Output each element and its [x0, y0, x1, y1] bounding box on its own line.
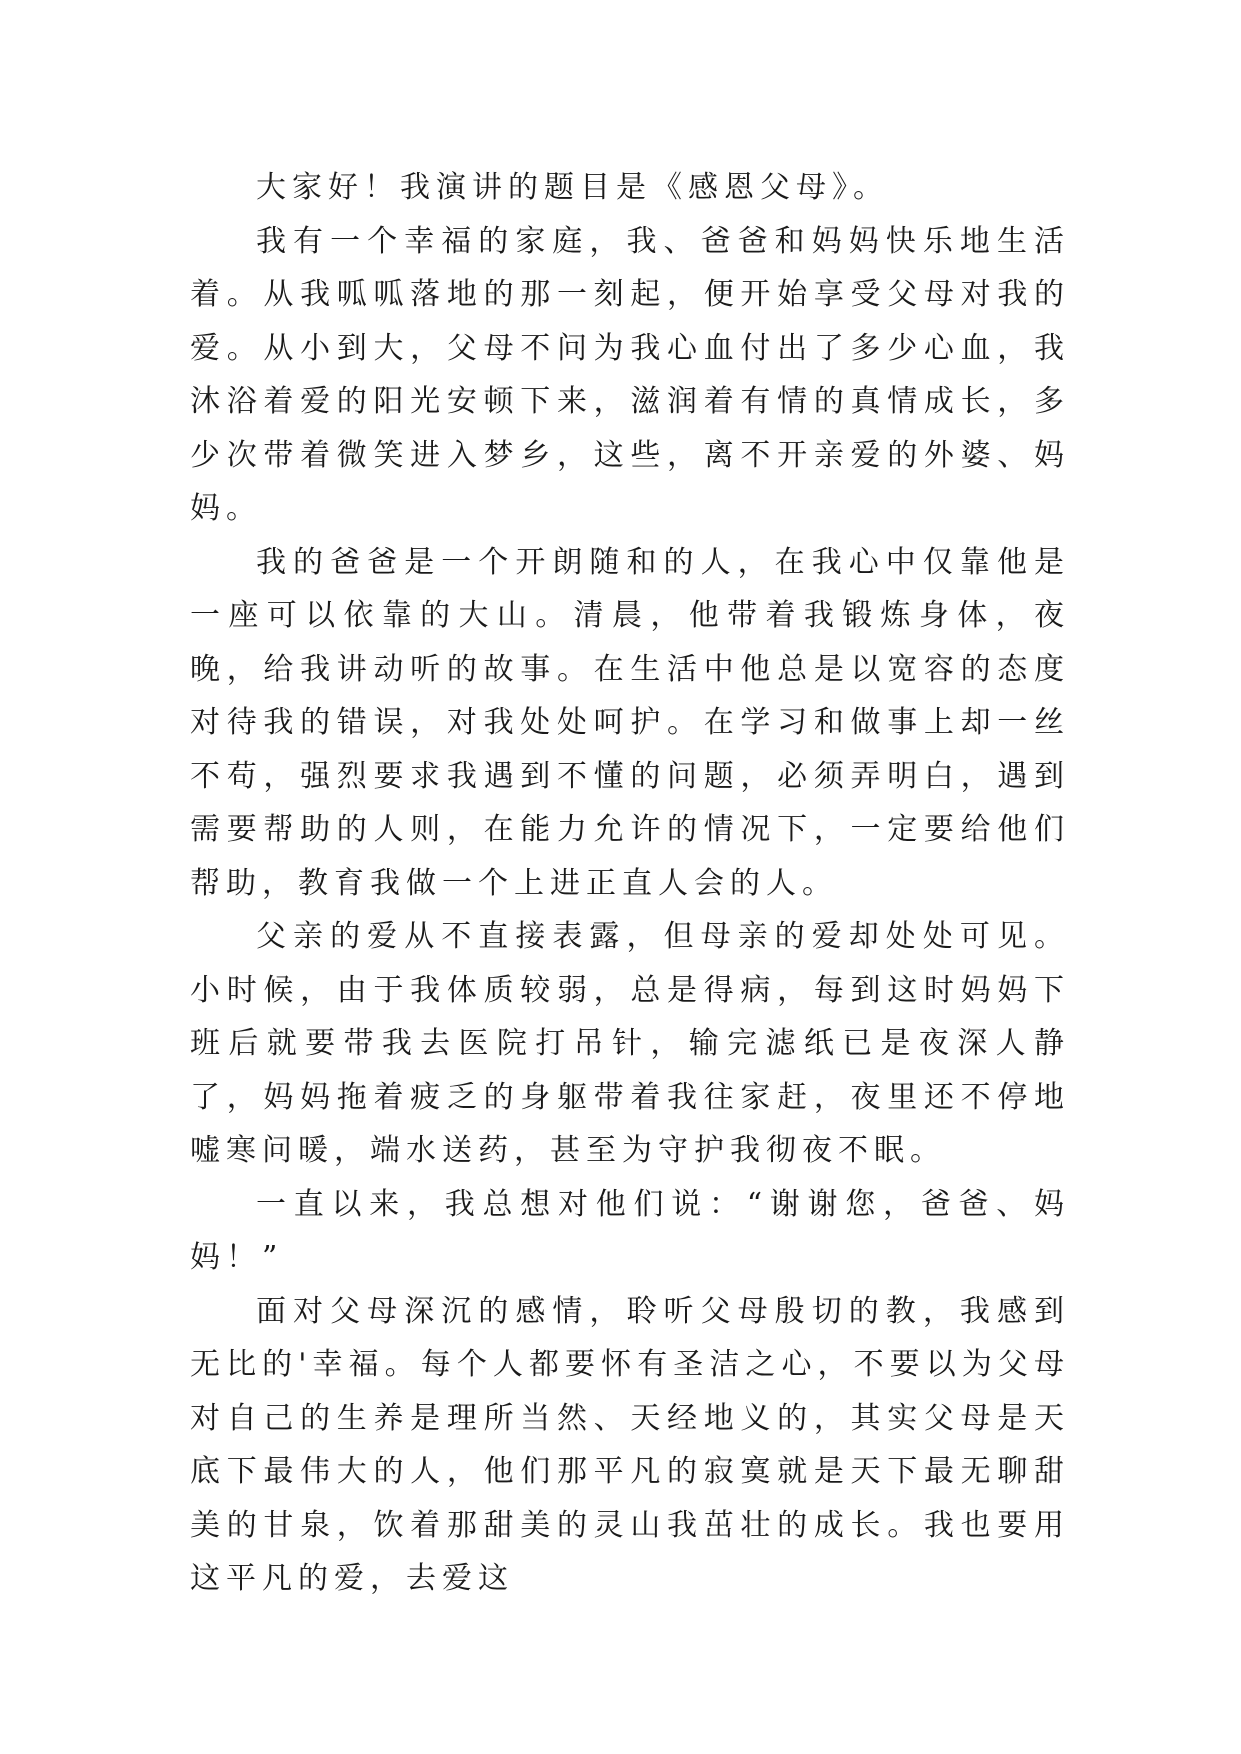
paragraph-happy-family: 我有一个幸福的家庭，我、爸爸和妈妈快乐地生活着。从我呱呱落地的那一刻起，便开始享受父母对我的爱。从小到大，父母不问为我心血付出了多少心血，我沐浴着爱的阳光安顿下来，滋润着有情的真情成长，多少次带着微笑进入梦乡，这些，离不开亲爱的外婆、妈妈。 [190, 223, 1070, 526]
paragraph-father: 我的爸爸是一个开朗随和的人，在我心中仅靠他是一座可以依靠的大山。清晨，他带着我锻炼身体，夜晚，给我讲动听的故事。在生活中他总是以宽容的态度对待我的错误，对我处处呵护。在学习和做事上却一丝不苟，强烈要求我遇到不懂的问题，必须弄明白，遇到需要帮助的人则，在能力允许的情况下，一定要给他们帮助，教育我做一个上进正直人会的人。 [190, 544, 1070, 901]
paragraph-greeting: 大家好！我演讲的题目是《感恩父母》。 [256, 170, 889, 205]
document-body [190, 161, 1070, 1606]
paragraph-thanks: 一直以来，我总想对他们说：“谢谢您，爸爸、妈妈！” [190, 1186, 1070, 1275]
paragraph-mother: 父亲的爱从不直接表露，但母亲的爱却处处可见。小时候，由于我体质较弱，总是得病，每到这时妈妈下班后就要带我去医院打吊针，输完滤纸已是夜深人静了，妈妈拖着疲乏的身躯带着我往家赶，夜里还不停地嘘寒问暖，端水送药，甚至为守护我彻夜不眠。 [190, 919, 1070, 1168]
paragraph-gratitude: 面对父母深沉的感情，聆听父母殷切的教，我感到无比的'幸福。每个人都要怀有圣洁之心，不要以为父母对自己的生养是理所当然、天经地义的，其实父母是天底下最伟大的人，他们那平凡的寂寞就是天下最无聊甜美的甘泉，饮着那甜美的灵山我茁壮的成长。我也要用这平凡的爱，去爱这 [190, 1293, 1070, 1596]
